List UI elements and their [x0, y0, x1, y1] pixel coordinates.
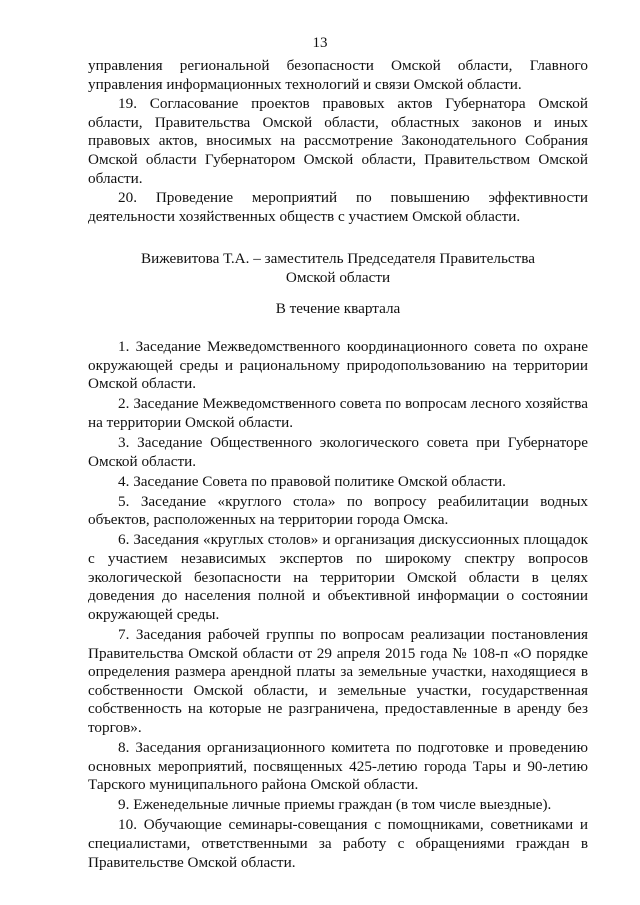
list-item: 2. Заседание Межведомственного совета по вопросам лесного хозяйства на территории Омской области. — [88, 395, 588, 431]
list-item: 5. Заседание «круглого стола» по вопросу реабилитации водных объектов, расположенных на территории города Омска. — [88, 492, 588, 529]
list-item: 6. Заседания «круглых столов» и организация дискуссионных площадок с участием независимых экспертов по широкому спектру вопросов экологической безопасности на территории Омской области в целях доведения до населения полной и объективной информации о состоянии окружающей среды. — [88, 531, 588, 623]
list-item: 7. Заседания рабочей группы по вопросам реализации постановления Правительства Омской области от 29 апреля 2015 года № 108-п «О порядке определения размера арендной платы за земельные участки, находящиеся в собственности Омской области, и земельные участки, государственная собственность на которые не разграничена, предоставленные в аренду без торгов». — [88, 625, 588, 736]
period-heading: В течение квартала — [275, 300, 401, 317]
intro-paragraph: 20. Проведение мероприятий по повышению эффективности деятельности хозяйственных обществ с участием Омской области. — [88, 189, 588, 225]
list-item: 9. Еженедельные личные приемы граждан (в том числе выездные). — [118, 796, 552, 814]
intro-paragraph: 19. Согласование проектов правовых актов Губернатора Омской области, Правительства Омской области, областных законов и иных правовых актов, вносимых на рассмотрение Законодательного Собрания Омской области Губернатором Омской области, Правительством Омской области. — [88, 95, 588, 187]
intro-paragraph: управления региональной безопасности Омской области, Главного управления информационных технологий и связи Омской области. — [88, 57, 588, 93]
list-item: 1. Заседание Межведомственного координационного совета по охране окружающей среды и рациональному природопользованию на территории Омской области. — [88, 338, 588, 393]
section-header — [88, 250, 588, 287]
list-item: 4. Заседание Совета по правовой политике Омской области. — [118, 472, 506, 490]
intro-section — [88, 57, 588, 226]
list-item: 8. Заседания организационного комитета по подготовке и проведению основных мероприятий, посвященных 425-летию города Тары и 90-летию Тарского муниципального района Омской области. — [88, 738, 588, 794]
section-header-line: Омской области — [285, 268, 391, 286]
page-number: 13 — [312, 35, 328, 51]
list-item: 10. Обучающие семинары-совещания с помощниками, советниками и специалистами, ответственными за работу с обращениями граждан в Правительстве Омской области. — [88, 816, 588, 871]
section-header-line: Вижевитова Т.А. – заместитель Председателя Правительства — [141, 250, 535, 267]
items-list — [88, 338, 588, 872]
list-item: 3. Заседание Общественного экологического совета при Губернаторе Омской области. — [88, 433, 588, 470]
